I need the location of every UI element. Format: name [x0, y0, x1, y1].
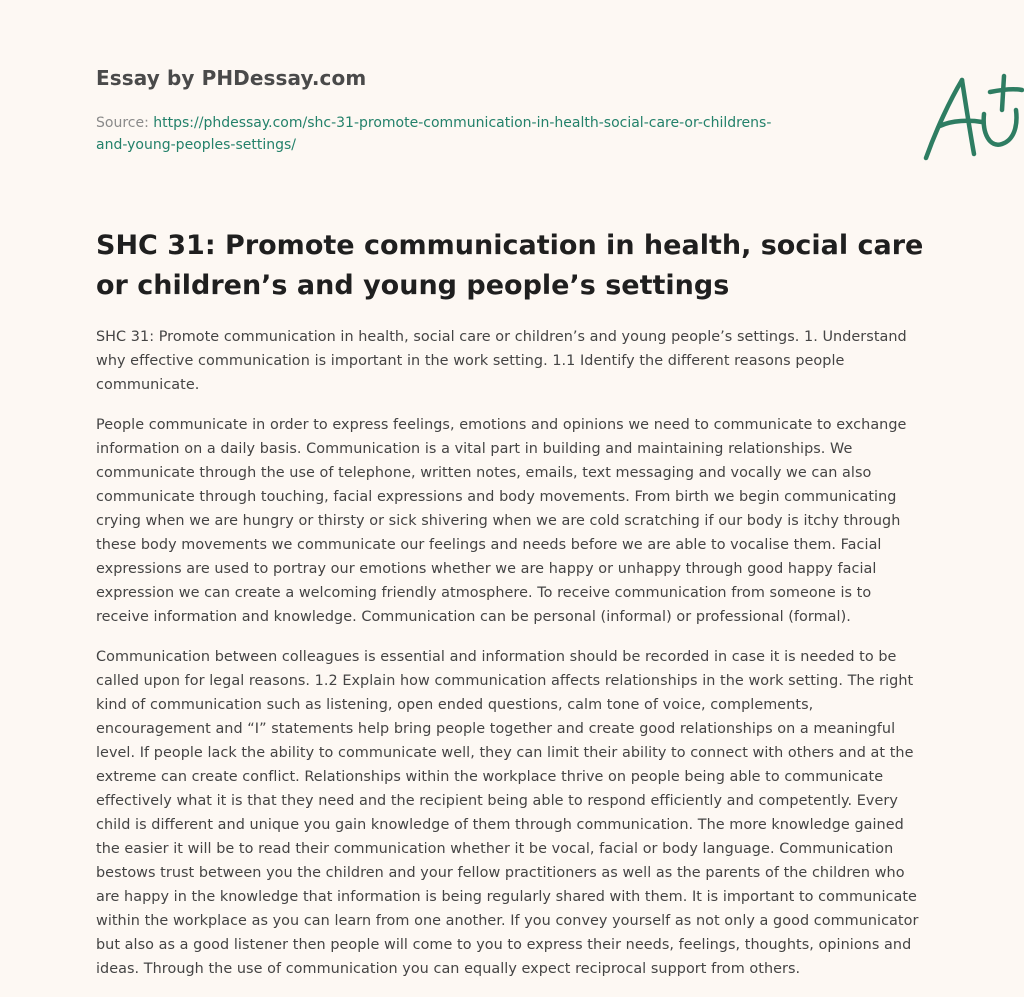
- source-label: Source:: [96, 115, 149, 131]
- essay-paragraph: People communicate in order to express feelings, emotions and opinions we need to communicate to exchange information on a daily basis. Communication is a vital part in building and maintaining relationships. We communicate through the use of telephone, written notes, emails, text messaging and vocally we can also communicate through touching, facial expressions and body movements. From birth we begin communicating crying when we are hungry or thirsty or sick shivering when we are cold scratching if our body is itchy through these body movements we communicate our feelings and needs before we are able to vocalise them. Facial expressions are used to portray our emotions whether we are happy or unhappy through good happy facial expression we can create a welcoming friendly atmosphere. To receive communication from someone is to receive information and knowledge. Communication can be personal (informal) or professional (formal).: [96, 417, 907, 625]
- essay-title: SHC 31: Promote communication in health, social care or children’s and young people’s settings: [96, 230, 924, 301]
- essay-body: [96, 325, 928, 997]
- essay-paragraph: SHC 31: Promote communication in health, social care or children’s and young people’s settings. 1. Understand why effective communication is important in the work setting. 1.1 Identify the different reasons people communicate.: [96, 329, 907, 393]
- essay-paragraph: Communication between colleagues is essential and information should be recorded in case it is needed to be called upon for legal reasons. 1.2 Explain how communication affects relationships in the work setting. The right kind of communication such as listening, open ended questions, calm tone of voice, complements, encouragement and “I” statements help bring people together and create good relationships on a meaningful level. If people lack the ability to communicate well, they can limit their ability to connect with others and at the extreme can create conflict. Relationships within the workplace thrive on people being able to communicate effectively what it is that they need and the recipient being able to respond efficiently and competently. Every child is different and unique you gain knowledge of them through communication. The more knowledge gained the easier it will be to read their communication whether it be vocal, facial or body language. Communication bestows trust between you the children and your fellow practitioners as well as the parents of the children who are happy in the knowledge that information is being regularly shared with them. It is important to communicate within the workplace as you can learn from one another. If you convey yourself as not only a good communicator but also as a good listener then people will come to you to express their needs, feelings, thoughts, opinions and ideas. Through the use of communication you can equally expect reciprocal support from others.: [96, 649, 919, 977]
- a-plus-logo-icon: [918, 70, 1024, 166]
- source-line: [96, 112, 796, 156]
- site-brand: Essay by PHDessay.com: [96, 66, 367, 90]
- source-link[interactable]: https://phdessay.com/shc-31-promote-communication-in-health-social-care-or-childrens-and-young-peoples-settings/: [96, 115, 772, 153]
